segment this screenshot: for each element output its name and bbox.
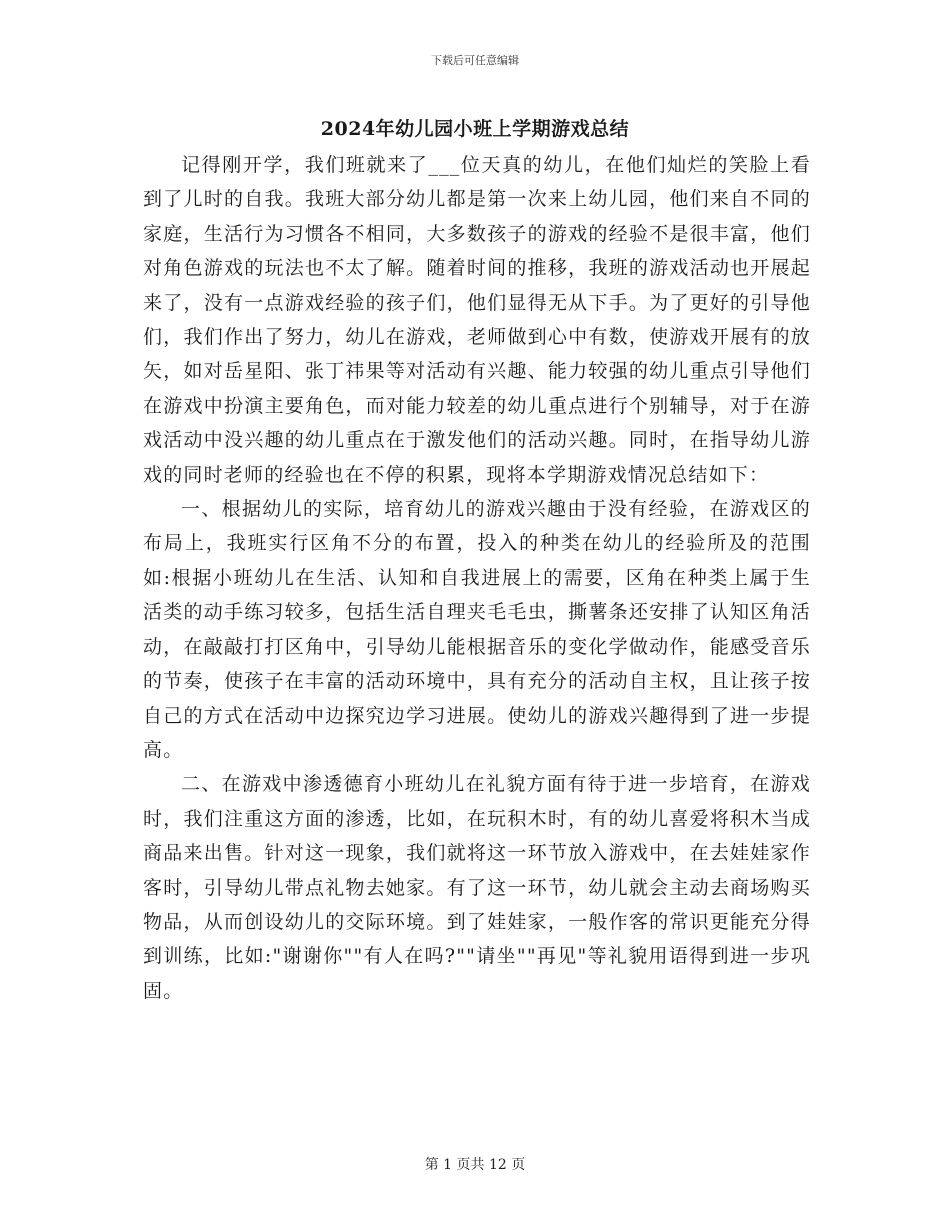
paragraph-section-2: 二、在游戏中渗透德育小班幼儿在礼貌方面有待于进一步培育，在游戏时，我们注重这方面的渗透，比如，在玩积木时，有的幼儿喜爱将积木当成商品来出售。针对这一现象，我们就将这一环节放入游戏中，在去娃娃家作客时，引导幼儿带点礼物去她家。有了这一环节，幼儿就会主动去商场购买物品，从而创设幼儿的交际环境。到了娃娃家，一般作客的常识更能充分得到训练，比如:"谢谢你""有人在吗?""请坐""再见"等礼貌用语得到进一步巩固。 bbox=[143, 773, 811, 1002]
document-title: 2024年幼儿园小班上学期游戏总结 bbox=[320, 118, 630, 140]
paragraph-intro: 记得刚开学，我们班就来了___位天真的幼儿，在他们灿烂的笑脸上看到了儿时的自我。我班大部分幼儿都是第一次来上幼儿园，他们来自不同的家庭，生活行为习惯各不相同，大多数孩子的游戏的经验不是很丰富，他们对角色游戏的玩法也不太了解。随着时间的推移，我班的游戏活动也开展起来了，没有一点游戏经验的孩子们，他们显得无从下手。为了更好的引导他们，我们作出了努力，幼儿在游戏，老师做到心中有数，使游戏开展有的放矢，如对岳星阳、张丁祎果等对活动有兴趣、能力较强的幼儿重点引导他们在游戏中扮演主要角色，而对能力较差的幼儿重点进行个别辅导，对于在游戏活动中没兴趣的幼儿重点在于激发他们的活动兴趣。同时，在指导幼儿游戏的同时老师的经验也在不停的积累，现将本学期游戏情况总结如下： bbox=[143, 154, 811, 486]
document-body bbox=[143, 148, 811, 1008]
page-header-note: 下载后可任意编辑 bbox=[431, 54, 519, 67]
page-number-footer: 第 1 页共 12 页 bbox=[424, 1157, 526, 1173]
paragraph-section-1: 一、根据幼儿的实际，培育幼儿的游戏兴趣由于没有经验，在游戏区的布局上，我班实行区角不分的布置，投入的种类在幼儿的经验所及的范围如:根据小班幼儿在生活、认知和自我进展上的需要，区角在种类上属于生活类的动手练习较多，包括生活自理夹毛毛虫，撕薯条还安排了认知区角活动，在敲敲打打区角中，引导幼儿能根据音乐的变化学做动作，能感受音乐的节奏，使孩子在丰富的活动环境中，具有充分的活动自主权，且让孩子按自己的方式在活动中边探究边学习进展。使幼儿的游戏兴趣得到了进一步提高。 bbox=[143, 498, 811, 761]
